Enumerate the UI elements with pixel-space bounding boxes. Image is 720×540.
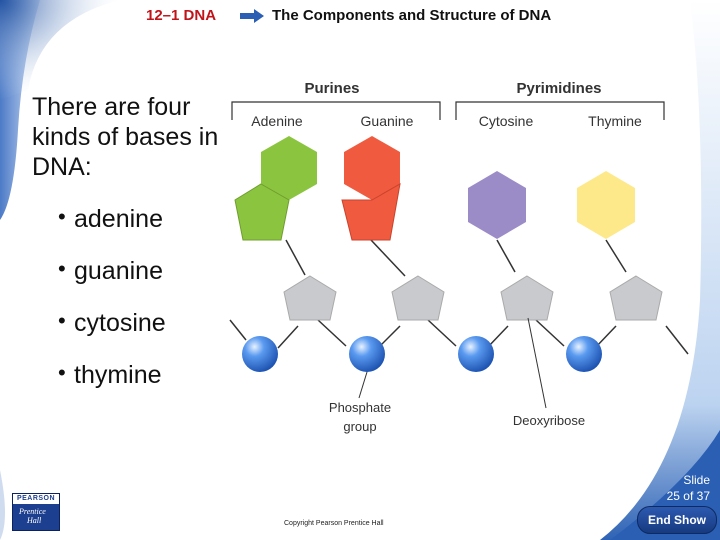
nucleotide-diagram [224, 72, 694, 442]
guanine-label: Guanine [360, 113, 414, 129]
phosphate-sphere [566, 336, 602, 372]
adenine-base [235, 136, 317, 240]
bullet-icon: • [58, 256, 66, 281]
deoxyribose-label: Deoxyribose [512, 413, 586, 428]
phosphate-label-line1: Phosphate [328, 400, 392, 415]
adenine-label: Adenine [251, 113, 303, 129]
base-list [58, 206, 166, 414]
intro-text: There are four kinds of bases in DNA: [32, 93, 219, 181]
thymine-base [577, 171, 635, 239]
phosphate-sphere [242, 336, 278, 372]
phosphate-label-line2: group [343, 419, 377, 434]
bullet-icon: • [58, 204, 66, 229]
arrow-right-icon [239, 9, 265, 23]
list-item: • adenine [58, 204, 163, 233]
sugar-pentagon [610, 276, 662, 320]
copyright-text: Copyright Pearson Prentice Hall [284, 520, 384, 527]
phosphate-callout-line [359, 372, 367, 398]
deoxyribose-callout-line [528, 318, 546, 408]
sugar-pentagon [392, 276, 444, 320]
phosphate-sphere [458, 336, 494, 372]
bullet-icon: • [58, 360, 66, 385]
cytosine-label: Cytosine [478, 113, 534, 129]
thymine-label: Thymine [588, 113, 642, 129]
section-label: 12–1 DNA [146, 7, 217, 24]
pyrimidines-label: Pyrimidines [516, 80, 602, 97]
sugar-pentagon [501, 276, 553, 320]
end-show-button[interactable]: End Show [637, 506, 717, 534]
cytosine-base [468, 171, 526, 239]
list-item: • cytosine [58, 308, 166, 337]
list-item: • thymine [58, 360, 162, 389]
pearson-prentice-hall-logo: PEARSON Prentice Hall [12, 493, 60, 531]
sugar-pentagon [284, 276, 336, 320]
list-item: • guanine [58, 256, 163, 285]
phosphate-sphere [349, 336, 385, 372]
slide-counter: Slide 25 of 37 [666, 473, 710, 503]
purines-label: Purines [304, 80, 360, 97]
slide-title: The Components and Structure of DNA [272, 7, 552, 24]
bullet-icon: • [58, 308, 66, 333]
guanine-base [342, 136, 400, 240]
